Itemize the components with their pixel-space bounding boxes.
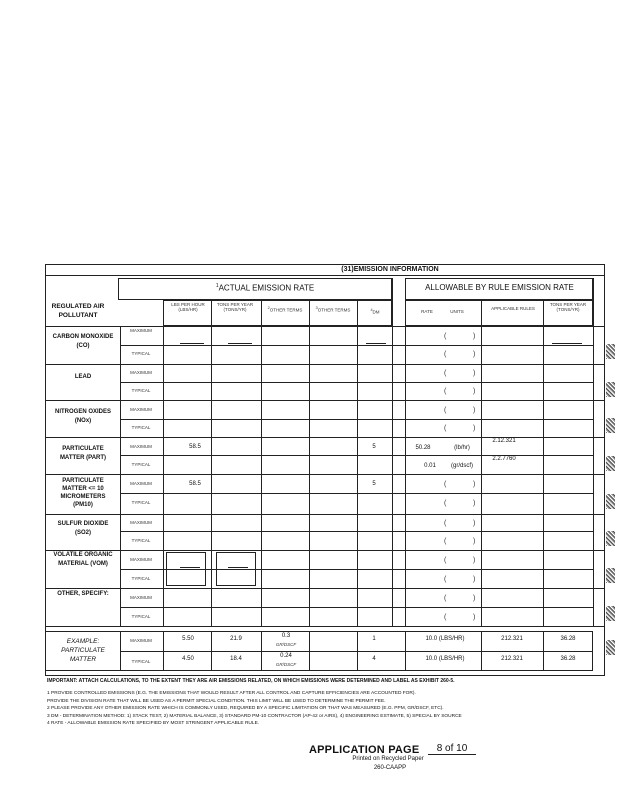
part-max-lbs: 58.5 (189, 444, 201, 450)
part-typ-rule: 2.2.7760 (492, 456, 516, 462)
ex-max-other-unit: GR/DSCF (275, 642, 297, 647)
row-label-typ: TYPICAL (131, 388, 151, 393)
footnote-1: 1 PROVIDE CONTROLLED EMISSIONS (E.G. THE EMISSIONS THAT WOULD RESULT AFTER ALL CONTROL AND CAPTURE EFFICIENCIES ARE ACCOUNTED FOR). (47, 691, 416, 696)
part-typ-rate: 0.01 (424, 463, 436, 469)
col-tons-yr-allow: TONS PER YEAR (TONS/YR) (549, 302, 587, 312)
row-label-max: MAXIMUM (130, 407, 152, 412)
row-label-typ: TYPICAL (131, 500, 151, 505)
col-tons-yr: TONS PER YEAR (TONS/YR) (216, 302, 254, 312)
ex-typ-tons-allow: 36.28 (560, 656, 576, 662)
row-label-max: MAXIMUM (130, 520, 152, 525)
row-label-max: MAXIMUM (130, 638, 152, 643)
pollutant-vom: VOLATILE ORGANIC MATERIAL (VOM) (53, 552, 113, 567)
ex-max-rule: 212.321 (501, 636, 523, 642)
pollutant-part: PARTICULATE MATTER (PART) (59, 446, 107, 461)
important-note: IMPORTANT: ATTACH CALCULATIONS, TO THE EXTENT THEY ARE AIR EMISSIONS RELATED, ON WHICH EMISSIONS WERE DETERMINED AND LABEL AS EXHIBIT 260-5. (47, 678, 455, 684)
col-units: UNITS (450, 309, 464, 314)
actual-heading: $^1$ACTUAL EMISSION RATE (215, 283, 315, 293)
row-label-max: MAXIMUM (130, 595, 152, 600)
form-code: 260-CAAPP (373, 765, 407, 771)
pollutant-co: CARBON MONOXIDE (CO) (52, 334, 114, 349)
part-max-rate: 50.28 (415, 445, 431, 451)
row-label-typ: TYPICAL (131, 614, 151, 619)
page-number: 8 of 10 (428, 743, 476, 755)
pm10-max-lbs: 58.5 (189, 481, 201, 487)
ex-max-tons-allow: 36.28 (560, 636, 576, 642)
row-label-typ: TYPICAL (131, 351, 151, 356)
printed-note: Printed on Recycled Paper (352, 756, 424, 762)
col-other-terms-2: $^3$OTHER TERMS (315, 306, 351, 313)
ex-max-other: 0.3 (281, 633, 291, 639)
footnote-2: 2 PLEASE PROVIDE ANY OTHER EMISSION RATE WHICH IS COMMONLY USED, REQUIRED BY A SPECIFIC LIMITATION OR THAT WAS MEASURED (E.G. PPM, GR/DSCF, ETC). (47, 706, 444, 711)
allowable-heading: ALLOWABLE BY RULE EMISSION RATE (425, 283, 574, 292)
section-title: (31)EMISSION INFORMATION (341, 266, 439, 273)
row-label-max: MAXIMUM (130, 370, 152, 375)
footnotes (47, 690, 617, 728)
ex-max-lbs: 5.50 (182, 636, 194, 642)
ex-typ-other: 0.24 (280, 653, 292, 659)
ex-max-rate: 10.0 (LBS/HR) (425, 636, 465, 642)
pollutant-other: OTHER, SPECIFY: (57, 591, 109, 597)
ex-typ-rate: 10.0 (LBS/HR) (425, 656, 465, 662)
ex-typ-dm: 4 (372, 656, 376, 662)
ex-typ-rule: 212.321 (501, 656, 523, 662)
row-label-typ: TYPICAL (131, 659, 151, 664)
col-rate: RATE (421, 309, 433, 314)
row-label-max: MAXIMUM (130, 444, 152, 449)
pollutant-so2: SULFUR DIOXIDE (SO2) (57, 521, 109, 536)
row-label-typ: TYPICAL (131, 538, 151, 543)
ex-typ-lbs: 4.50 (182, 656, 194, 662)
ex-max-tons: 21.9 (230, 636, 242, 642)
pollutant-nox: NITROGEN OXIDES (NOx) (54, 409, 111, 424)
row-label-typ: TYPICAL (131, 462, 151, 467)
footnote-3: 3 DM - DETERMINATION METHOD: 1) STACK TEST, 2) MATERIAL BALANCE, 3) STANDARD PM-10 CONTRACTOR (AP-42 or AIRS), 4) ENGINEERING ESTIMATE, 5) SPECIAL BY SOURCE (47, 713, 462, 719)
ex-max-dm: 1 (372, 636, 376, 642)
part-max-units: (lb/hr) (454, 445, 470, 451)
part-typ-units: (gr/dscf) (450, 463, 473, 469)
example-name: EXAMPLE: PARTICULATE MATTER (61, 638, 105, 663)
col-other-terms-1: $^2$OTHER TERMS (267, 306, 303, 313)
row-label-max: MAXIMUM (130, 328, 152, 333)
footnote-1b: PROVIDE THE DIVISION RATE THAT WILL BE USED AS A PERMIT SPECIAL CONDITION. THIS LIMIT WILL BE USED TO DETERMINE THE PERMIT FEE. (47, 698, 386, 704)
ex-typ-other-unit: GR/DSCF (275, 662, 297, 667)
part-max-rule: 2.12.321 (492, 438, 516, 444)
row-label-max: MAXIMUM (130, 557, 152, 562)
col-dm: $^4$DM (370, 308, 380, 315)
pollutant-pm10: PARTICULATE MATTER <= 10 MICROMETERS (PM10) (60, 478, 106, 508)
row-label-max: MAXIMUM (130, 481, 152, 486)
col-applicable-rules: APPLICABLE RULES (491, 306, 535, 311)
pollutant-header: REGULATED AIR POLLUTANT (51, 303, 105, 319)
part-max-dm: 5 (372, 444, 376, 450)
row-label-typ: TYPICAL (131, 425, 151, 430)
col-lbs-hr: LBS PER HOUR (LBS/HR) (171, 302, 205, 312)
footnote-4: 4 RATE - ALLOWABLE EMISSION RATE SPECIFIED BY MOST STRINGENT APPLICABLE RULE. (47, 721, 260, 726)
ex-typ-tons: 18.4 (230, 656, 242, 662)
row-label-typ: TYPICAL (131, 576, 151, 581)
application-page-label: APPLICATION PAGE (309, 744, 420, 756)
pm10-max-dm: 5 (372, 481, 376, 487)
pollutant-lead: LEAD (74, 374, 92, 380)
